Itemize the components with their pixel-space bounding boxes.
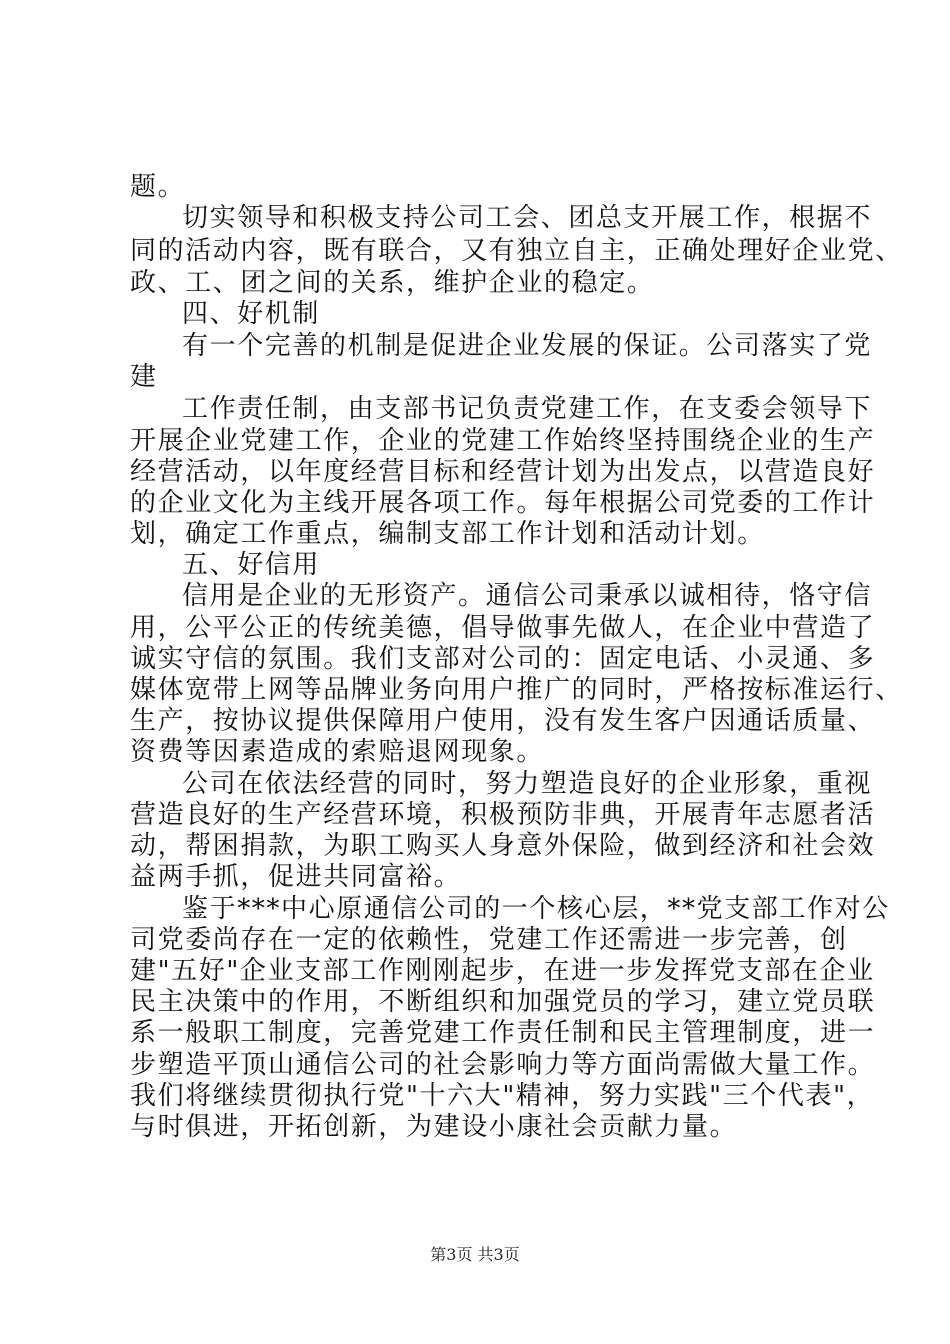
text-line: 开展企业党建工作，企业的党建工作始终坚持围绕企业的生产 <box>130 426 876 456</box>
text-line: 的企业文化为主线开展各项工作。每年根据公司党委的工作计 <box>130 488 876 518</box>
text-line: 系一般职工制度，完善党建工作责任制和民主管理制度，进一 <box>130 1018 876 1048</box>
text-line: 步塑造平顶山通信公司的社会影响力等方面尚需做大量工作。 <box>130 1050 876 1080</box>
text-line: 政、工、团之间的关系，维护企业的稳定。 <box>130 268 655 298</box>
text-line: 有一个完善的机制是促进企业发展的保证。公司落实了党 <box>182 331 873 361</box>
text-line: 建 <box>130 362 158 392</box>
section-heading: 四、好机制 <box>182 299 321 329</box>
text-line: 信用是企业的无形资产。通信公司秉承以诚相待，恪守信 <box>182 581 873 611</box>
text-line: 经营活动，以年度经营目标和经营计划为出发点，以营造良好 <box>130 457 876 487</box>
text-line: 与时俱进，开拓创新，为建设小康社会贡献力量。 <box>130 1112 738 1142</box>
text-line: 切实领导和积极支持公司工会、团总支开展工作，根据不 <box>182 203 873 233</box>
text-line: 建"五好"企业支部工作刚刚起步，在进一步发挥党支部在企业 <box>130 956 875 986</box>
section-heading: 五、好信用 <box>182 550 321 580</box>
text-line: 用，公平公正的传统美德，倡导做事先做人，在企业中营造了 <box>130 613 876 643</box>
text-line: 工作责任制，由支部书记负责党建工作，在支委会领导下 <box>182 394 873 424</box>
text-line: 同的活动内容，既有联合，又有独立自主，正确处理好企业党、 <box>130 236 903 266</box>
text-line: 我们将继续贯彻执行党"十六大"精神，努力实践"三个代表"， <box>130 1081 875 1111</box>
text-line: 题。 <box>130 172 186 202</box>
text-line: 营造良好的生产经营环境，积极预防非典，开展青年志愿者活 <box>130 800 876 830</box>
text-line: 动，帮困捐款，为职工购买人身意外保险，做到经济和社会效 <box>130 831 876 861</box>
text-line: 诚实守信的氛围。我们支部对公司的：固定电话、小灵通、多 <box>130 644 876 674</box>
text-line: 公司在依法经营的同时，努力塑造良好的企业形象，重视 <box>182 769 873 799</box>
text-line: 民主决策中的作用，不断组织和加强党员的学习，建立党员联 <box>130 987 876 1017</box>
text-line: 司党委尚存在一定的依赖性，党建工作还需进一步完善，创 <box>130 925 848 955</box>
text-line: 媒体宽带上网等品牌业务向用户推广的同时，严格按标准运行、 <box>130 675 903 705</box>
text-line: 鉴于***中心原通信公司的一个核心层，**党支部工作对公 <box>182 894 890 924</box>
page-footer: 第3页 共3页 <box>430 1245 520 1264</box>
text-line: 资费等因素造成的索赔退网现象。 <box>130 737 545 767</box>
text-line: 益两手抓，促进共同富裕。 <box>130 862 462 892</box>
text-line: 生产，按协议提供保障用户使用，没有发生客户因通话质量、 <box>130 706 876 736</box>
text-line: 划，确定工作重点，编制支部工作计划和活动计划。 <box>130 519 765 549</box>
